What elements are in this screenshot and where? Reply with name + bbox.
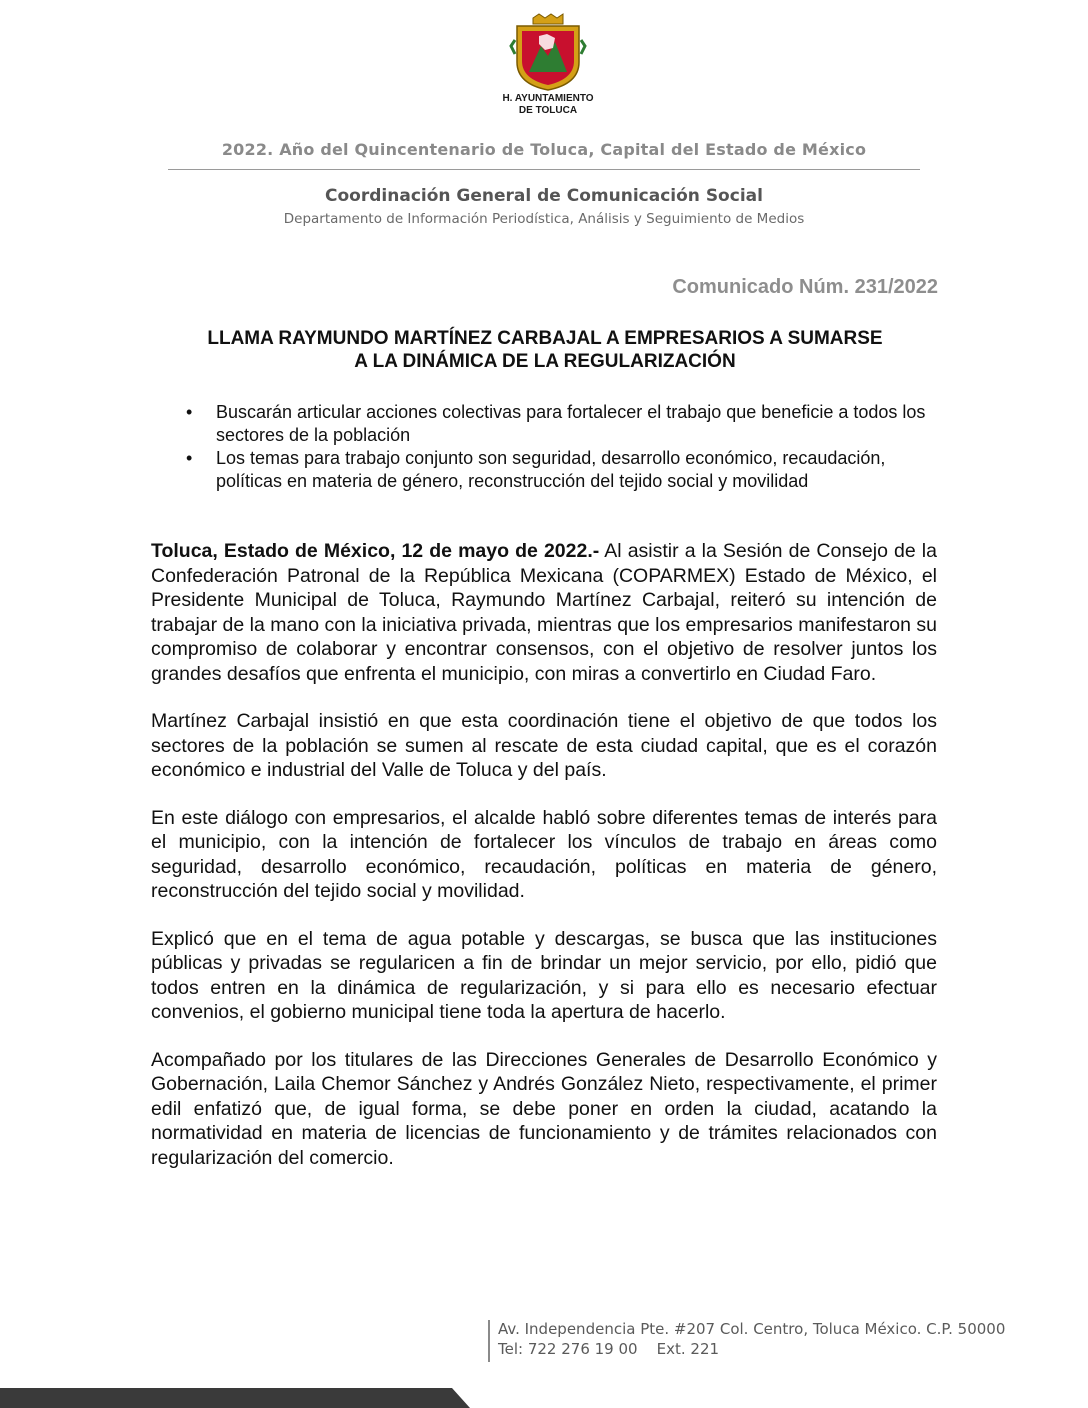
summary-bullets: [186, 401, 931, 493]
bottom-band: [0, 1388, 1088, 1408]
bullet-item: [186, 447, 931, 493]
bullet-symbol: •: [186, 402, 193, 422]
footer-divider: [488, 1320, 490, 1362]
department-subtitle: Departamento de Información Periodística, Análisis y Seguimiento de Medios: [283, 211, 805, 227]
bullet-text: Los temas para trabajo conjunto son seguridad, desarrollo económico, recaudación, políticas en materia de género, reconstrucción del tejido social y movilidad: [216, 448, 886, 491]
paragraph-3: En este diálogo con empresarios, el alcalde habló sobre diferentes temas de interés para el municipio, con la intención de fortalecer los vínculos de trabajo en áreas como seguridad, desarrollo económico, recaudación, políticas en materia de género, reconstrucción del tejido social y movilidad.: [151, 806, 937, 902]
headline: [150, 327, 940, 373]
bullet-item: [186, 401, 931, 447]
release-number: Comunicado Núm. 231/2022: [672, 276, 938, 298]
toluca-logo: [488, 12, 608, 122]
bullet-symbol: •: [186, 448, 193, 468]
paragraph-1-text: Al asistir a la Sesión de Consejo de la Confederación Patronal de la República Mexicana (COPARMEX) Estado de México, el Presidente Municipal de Toluca, Raymundo Martínez Carbajal, reiteró su intención de trabajar de la mano con la iniciativa privada, mientras que los empresarios manifestaron su compromiso de colaborar y encontrar consensos, con el objetivo de resolver juntos los grandes desafíos que enfrenta el municipio, con miras a convertirlo en Ciudad Faro.: [151, 540, 937, 685]
logo-caption-2: DE TOLUCA: [518, 105, 578, 116]
paragraph-4: Explicó que en el tema de agua potable y descargas, se busca que las instituciones públicas y privadas se regularicen a fin de brindar un mejor servicio, por ello, pidió que todos entren en la dinámica de regularización, y si para ello es necesario efectuar convenios, el gobierno municipal tiene toda la apertura de hacerlo.: [151, 927, 937, 1023]
year-motto: 2022. Año del Quincentenario de Toluca, Capital del Estado de México: [221, 140, 867, 159]
logo-caption-1: H. AYUNTAMIENTO: [502, 93, 594, 104]
article-body: [151, 539, 937, 1193]
footer-phone: Tel: 722 276 19 00 Ext. 221: [498, 1340, 720, 1358]
coat-of-arms-icon: [509, 12, 587, 92]
headline-line-1: LLAMA RAYMUNDO MARTÍNEZ CARBAJAL A EMPRESARIOS A SUMARSE: [207, 328, 883, 349]
paragraph-5: Acompañado por los titulares de las Direcciones Generales de Desarrollo Económico y Gobernación, Laila Chemor Sánchez y Andrés González Nieto, respectivamente, el primer edil enfatizó que, de igual forma, se debe poner en orden la ciudad, acatando la normatividad en materia de licencias de funcionamiento y de trámites relacionados con regularización del comercio.: [151, 1048, 937, 1169]
paragraph-1: [151, 539, 937, 686]
bullet-text: Buscarán articular acciones colectivas para fortalecer el trabajo que beneficie a todos los sectores de la población: [216, 402, 926, 445]
dateline: Toluca, Estado de México, 12 de mayo de 2022.-: [151, 540, 600, 562]
headline-line-2: A LA DINÁMICA DE LA REGULARIZACIÓN: [354, 351, 736, 372]
footer-address: Av. Independencia Pte. #207 Col. Centro, Toluca México. C.P. 50000: [498, 1320, 1006, 1338]
coordination-title: Coordinación General de Comunicación Social: [325, 186, 763, 206]
header-divider: [168, 169, 920, 170]
paragraph-2: Martínez Carbajal insistió en que esta coordinación tiene el objetivo de que todos los sectores de la población se sumen al rescate de esta ciudad capital, que es el corazón económico e industrial del Valle de Toluca y del país.: [151, 710, 937, 781]
